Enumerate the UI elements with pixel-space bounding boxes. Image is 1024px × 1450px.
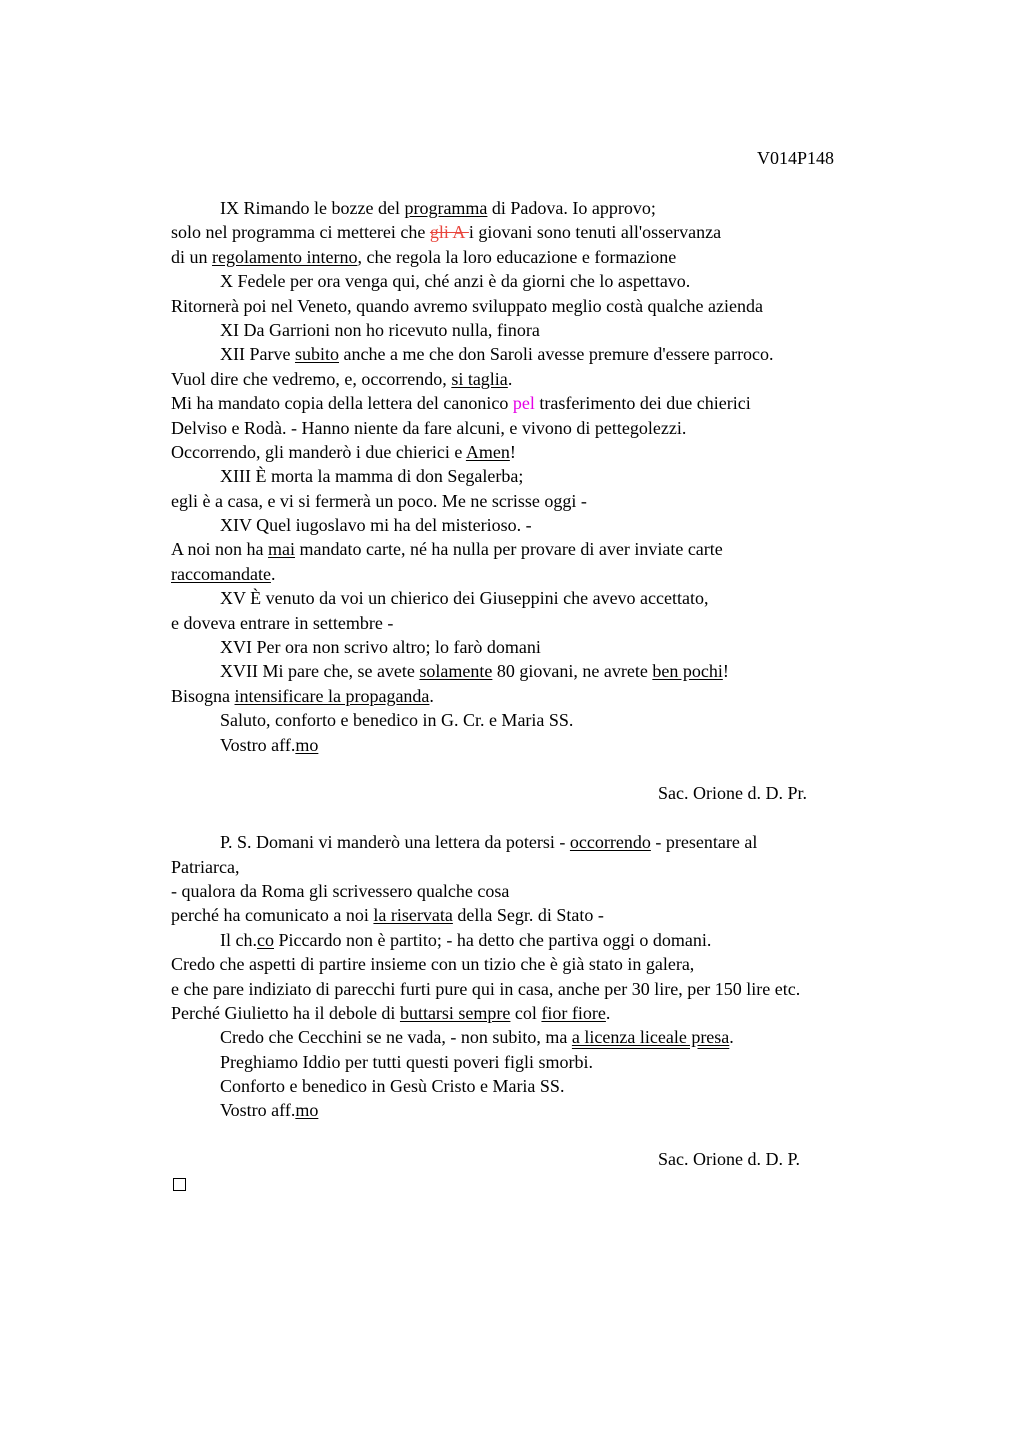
text-run: anche a me che don Saroli avesse premure d'essere parroco. xyxy=(339,344,774,365)
text-line xyxy=(171,245,931,269)
text-run: P. S. Domani vi manderò una lettera da potersi - xyxy=(220,832,570,853)
text-run: Vostro aff. xyxy=(220,1100,296,1121)
text-line xyxy=(171,1098,931,1122)
square-icon xyxy=(173,1178,186,1191)
deleted-text: gli A xyxy=(429,222,469,243)
underlined-text: Amen xyxy=(465,441,510,462)
text-run: Credo che aspetti di partire insieme con un tizio che è già stato in galera, xyxy=(171,954,695,975)
highlighted-text: pel xyxy=(512,393,535,414)
text-run: IX Rimando le bozze del xyxy=(220,198,405,218)
underlined-text: programma xyxy=(404,198,488,218)
text-line xyxy=(171,513,931,537)
text-run: Sac. Orione d. D. P. xyxy=(658,1149,800,1170)
underlined-text: la riservata xyxy=(373,905,453,926)
underlined-text: occorrendo xyxy=(569,832,651,853)
underlined-text: intensificare la propaganda xyxy=(234,685,430,706)
text-run: X Fedele per ora venga qui, ché anzi è da giorni che lo aspettavo. xyxy=(220,271,691,292)
text-run: XV È venuto da voi un chierico dei Giuseppini che avevo accettato, xyxy=(220,588,709,609)
text-run: egli è a casa, e vi si fermerà un poco. Me ne scrisse oggi - xyxy=(171,490,587,511)
text-line xyxy=(171,611,931,635)
text-run: perché ha comunicato a noi xyxy=(171,905,374,926)
text-line xyxy=(171,342,931,366)
text-line xyxy=(171,489,931,513)
underlined-text: si taglia xyxy=(451,368,508,389)
text-line xyxy=(171,318,931,342)
text-run: . xyxy=(729,1027,734,1048)
underlined-text: mo xyxy=(295,1100,319,1121)
text-line xyxy=(171,635,931,659)
text-run: - presentare al xyxy=(650,832,758,853)
text-line xyxy=(171,562,931,586)
text-run: Vostro aff. xyxy=(220,734,296,755)
text-run: Patriarca, xyxy=(171,856,240,877)
text-line xyxy=(171,952,931,976)
text-run: Perché Giulietto ha il debole di xyxy=(171,1002,400,1023)
document-reference: V014P148 xyxy=(757,148,835,168)
text-run: Sac. Orione d. D. Pr. xyxy=(658,783,807,804)
text-line xyxy=(171,294,931,318)
text-line xyxy=(171,269,931,293)
text-line xyxy=(171,367,931,391)
letter-body xyxy=(171,196,931,1196)
text-run: XVII Mi pare che, se avete xyxy=(220,661,420,682)
text-run: ! xyxy=(509,441,516,462)
blank-line xyxy=(171,757,931,781)
blank-line xyxy=(171,1123,931,1147)
text-run: Bisogna xyxy=(171,685,235,706)
text-run: di un xyxy=(171,246,213,267)
text-line xyxy=(171,1050,931,1074)
text-run: Il ch. xyxy=(220,929,257,950)
underlined-text: mai xyxy=(268,539,295,560)
underlined-text: mo xyxy=(295,734,319,755)
text-line xyxy=(171,391,931,415)
text-run: della Segr. di Stato - xyxy=(452,905,604,926)
text-line xyxy=(171,1025,931,1049)
text-line xyxy=(171,855,931,879)
text-run: e doveva entrare in settembre - xyxy=(171,612,394,633)
text-line xyxy=(171,659,931,683)
text-run: 80 giovani, ne avrete xyxy=(492,661,653,682)
text-run: . xyxy=(507,368,513,389)
text-run: Conforto e benedico in Gesù Cristo e Maria SS. xyxy=(220,1076,565,1097)
text-line xyxy=(171,196,931,220)
text-run: XIV Quel iugoslavo mi ha del misterioso. - xyxy=(220,515,532,536)
signature-line xyxy=(171,781,931,805)
text-run: trasferimento dei due chierici xyxy=(534,393,751,414)
text-run: di Padova. Io approvo; xyxy=(487,198,656,218)
text-run: Delviso e Rodà. - Hanno niente da fare alcuni, e vivono di pettegolezzi. xyxy=(171,417,687,438)
text-run: solo nel programma ci metterei che xyxy=(171,222,430,243)
text-run: Piccardo non è partito; - ha detto che partiva oggi o domani. xyxy=(273,929,712,950)
text-run: Credo che Cecchini se ne vada, - non subito, ma xyxy=(220,1027,572,1048)
blank-line xyxy=(171,806,931,830)
text-run: Ritornerà poi nel Veneto, quando avremo sviluppato meglio costà qualche azienda xyxy=(171,295,763,316)
text-run: col xyxy=(510,1002,542,1023)
signature-line xyxy=(171,1147,931,1171)
underlined-text: a licenza liceale presa xyxy=(571,1027,730,1048)
text-run: XIII È morta la mamma di don Segalerba; xyxy=(220,466,524,487)
underlined-text: regolamento interno xyxy=(212,246,358,267)
text-line xyxy=(171,684,931,708)
underlined-text: subito xyxy=(294,344,339,365)
text-line xyxy=(171,537,931,561)
text-run: mandato carte, né ha nulla per provare di aver inviate carte xyxy=(295,539,723,560)
text-run: A noi non ha xyxy=(171,539,268,560)
text-line xyxy=(171,977,931,1001)
text-run: e che pare indiziato di parecchi furti pure qui in casa, anche per 30 lire, per 150 lire etc. xyxy=(171,978,801,999)
text-run: i giovani sono tenuti all'osservanza xyxy=(468,222,722,243)
text-run: . xyxy=(270,563,276,584)
text-line xyxy=(171,1001,931,1025)
text-run: XI Da Garrioni non ho ricevuto nulla, finora xyxy=(220,319,540,340)
underlined-text: ben pochi xyxy=(652,661,723,682)
text-run: ! xyxy=(722,661,729,682)
text-line xyxy=(171,464,931,488)
text-run: XVI Per ora non scrivo altro; lo farò domani xyxy=(220,637,541,658)
text-line xyxy=(171,220,931,244)
text-run: . xyxy=(605,1002,611,1023)
text-run: . xyxy=(429,685,434,706)
text-run: Mi ha mandato copia della lettera del canonico xyxy=(171,393,513,414)
text-line xyxy=(171,708,931,732)
text-run: Preghiamo Iddio per tutti questi poveri figli smorbi. xyxy=(220,1051,593,1072)
text-line xyxy=(171,928,931,952)
text-run: Occorrendo, gli manderò i due chierici e xyxy=(171,441,466,462)
text-run: Vuol dire che vedremo, e, occorrendo, xyxy=(171,368,452,389)
text-line xyxy=(171,1074,931,1098)
text-run: XII Parve xyxy=(220,344,295,365)
text-line xyxy=(171,830,931,854)
underlined-text: buttarsi sempre xyxy=(399,1002,511,1023)
underlined-text: solamente xyxy=(419,661,493,682)
text-line xyxy=(171,879,931,903)
text-run: - qualora da Roma gli scrivessero qualche cosa xyxy=(171,880,510,901)
underlined-text: fior fiore xyxy=(541,1002,606,1023)
underlined-text: raccomandate xyxy=(171,563,271,584)
text-line xyxy=(171,416,931,440)
text-line xyxy=(171,586,931,610)
underlined-text: co xyxy=(256,929,274,950)
text-run: Saluto, conforto e benedico in G. Cr. e Maria SS. xyxy=(220,710,574,731)
checkbox-square-line xyxy=(171,1172,931,1196)
text-line xyxy=(171,733,931,757)
text-line xyxy=(171,440,931,464)
text-run: , che regola la loro educazione e formazione xyxy=(357,246,677,267)
text-line xyxy=(171,903,931,927)
